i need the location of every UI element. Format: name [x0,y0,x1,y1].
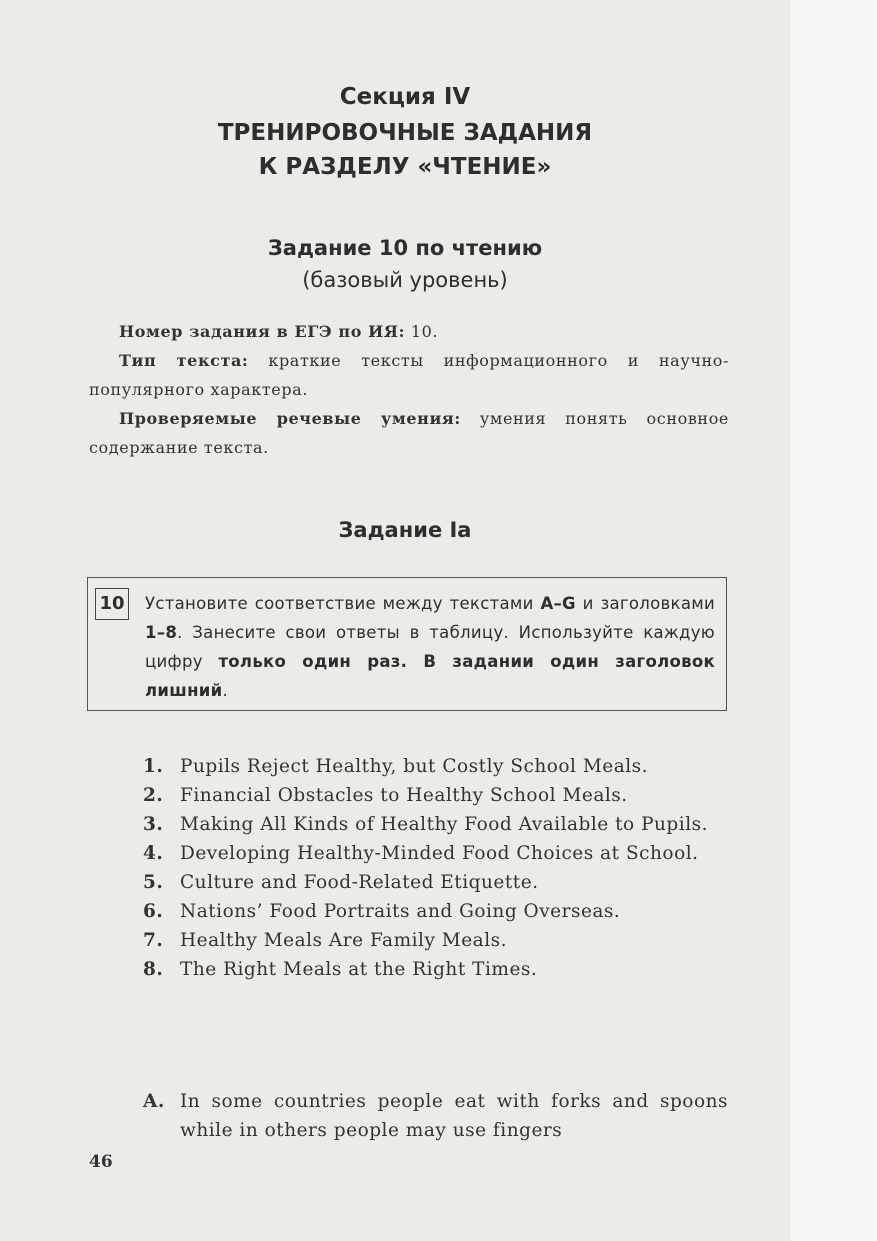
list-item [143,955,728,984]
text-a-body: In some countries people eat with forks and spoons while in others people may use fingers [180,1091,728,1141]
text-type-label: Тип текста: [119,351,249,370]
instruction-bold-tail: только один раз. В задании один заголовок лишний [145,652,715,700]
list-item-number: 4. [143,843,164,864]
list-item-text: Pupils Reject Healthy, but Costly School Meals. [180,756,649,777]
list-item [143,897,728,926]
task-level: (базовый уровень) [302,268,508,292]
instruction-range-numbers: 1–8 [145,623,178,642]
list-item [143,839,728,868]
text-a-label: A. [143,1091,165,1112]
list-item-text: Developing Healthy-Minded Food Choices at School. [180,843,699,864]
list-item-number: 3. [143,814,164,835]
section-heading-line1: ТРЕНИРОВОЧНЫЕ ЗАДАНИЯ [217,120,593,146]
list-item-text: Financial Obstacles to Healthy School Meals. [180,785,628,806]
section-heading-line2: К РАЗДЕЛУ «ЧТЕНИЕ» [258,154,552,180]
tested-skills-label: Проверяемые речевые умения: [119,409,461,428]
list-item [143,868,728,897]
list-item [143,781,728,810]
text-a [143,1087,728,1145]
list-item [143,752,728,781]
task-heading: Задание Ia [338,518,472,542]
instruction-part1: Установите соответствие между текстами [145,594,534,613]
list-item [143,926,728,955]
list-item-number: 2. [143,785,164,806]
page-edge [790,0,877,1241]
section-title: Секция IV [339,84,471,110]
instruction-text [145,589,715,705]
list-item-number: 6. [143,901,164,922]
list-item-number: 8. [143,959,164,980]
tested-skills [89,404,729,462]
list-item-text: Culture and Food-Related Etiquette. [180,872,539,893]
task-title: Задание 10 по чтению [267,236,543,260]
list-item-text: The Right Meals at the Right Times. [180,959,538,980]
text-type [89,346,729,404]
task-number-badge: 10 [95,588,129,620]
list-item-number: 1. [143,756,164,777]
list-item-text: Making All Kinds of Healthy Food Available to Pupils. [180,814,708,835]
exam-task-number [89,317,729,346]
exam-task-number-value: 10. [410,322,439,341]
exam-task-number-label: Номер задания в ЕГЭ по ИЯ: [119,322,406,341]
list-item-text: Nations’ Food Portraits and Going Overseas. [180,901,621,922]
list-item-number: 7. [143,930,164,951]
list-item [143,810,728,839]
instruction-range-letters: A–G [540,594,576,613]
instruction-part2: и заголовками [582,594,716,613]
page-number: 46 [89,1152,113,1172]
instruction-part3: . Занесите свои ответы в таблицу. Используйте каждую цифру [145,623,715,671]
headings-list [143,752,728,984]
text-type-value: краткие тексты информационного и научно-популярного характера. [89,351,730,399]
tested-skills-value: умения понять основное содержание текста. [89,409,729,457]
list-item-number: 5. [143,872,164,893]
instruction-end: . [222,681,229,700]
list-item-text: Healthy Meals Are Family Meals. [180,930,507,951]
